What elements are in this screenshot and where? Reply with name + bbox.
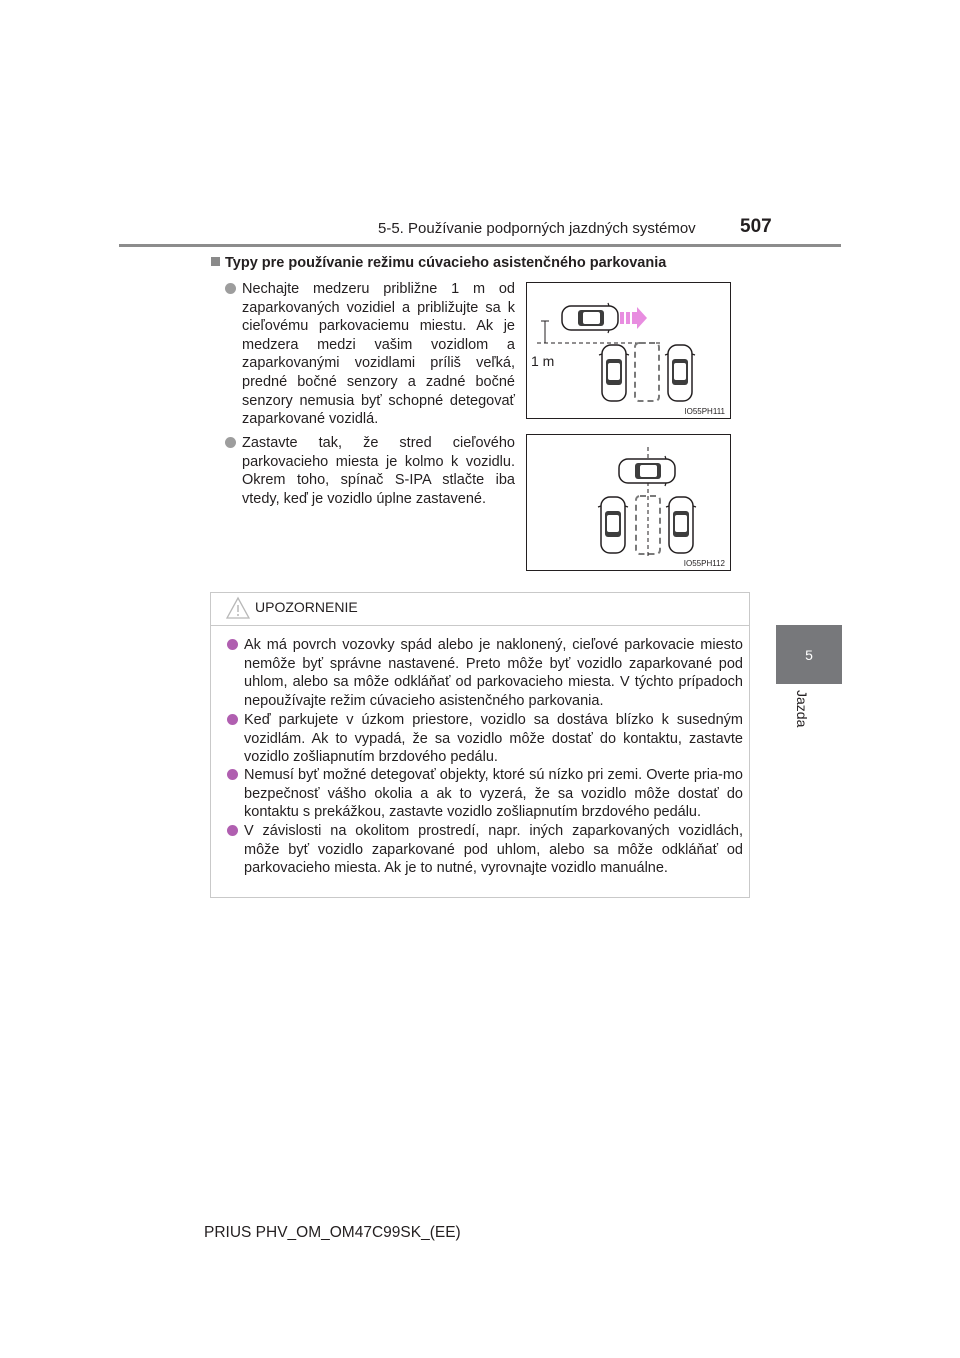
bullet-icon bbox=[227, 825, 238, 836]
caution-item-text: Keď parkujete v úzkom priestore, vozidlo sa dostáva blízko k susedným vozidlám. Ak to vypadá, že sa vozidlo môže dostať do kontaktu, zastavte vozidlo zošliapnutím brzdového pedálu. bbox=[244, 712, 743, 766]
section-title bbox=[211, 255, 666, 271]
figure-code: IO55PH112 bbox=[683, 559, 725, 568]
list-item-text: Zastavte tak, že stred cieľového parkovacieho miesta je kolmo k vozidlu. Okrem toho, spínač S-IPA stlačte iba vtedy, keď je vozidlo úplne zastavené. bbox=[242, 435, 515, 507]
page-number: 507 bbox=[740, 216, 772, 237]
list-item-text: Nechajte medzeru približne 1 m od zaparkovaných vozidiel a približujte sa k cieľovému parkovaciemu miestu. Ak je medzera medzi vašim vozidlom a zaparkovanými vozidlami príliš veľká, predné bočné senzory a zadné bočné senzory nemusia byť schopné detegovať zaparkované vozidlá. bbox=[242, 281, 515, 428]
caution-item-text: V závislosti na okolitom prostredí, napr. iných zaparkovaných vozidlách, môže byť vozidlo zaparkované pod uhlom, alebo sa môže odkláňať od parkovacieho miesta. Ak je to nutné, vyrovnajte vozidlo manuálne. bbox=[244, 823, 743, 877]
warning-triangle-icon bbox=[226, 596, 250, 620]
caution-item-text: Ak má povrch vozovky spád alebo je naklonený, cieľové parkovacie miesto nemôže byť správne nastavené. Preto môže byť vozidlo zaparkované pod uhlom, alebo sa môže odkláňať od parkovacieho miesta. V týchto prípadoch nepoužívajte režim cúvacieho asistenčného parkovania. bbox=[244, 637, 743, 709]
list-item bbox=[225, 434, 515, 508]
parking-approach-illustration bbox=[527, 283, 730, 418]
direction-arrow-icon bbox=[620, 307, 647, 329]
caution-item bbox=[227, 711, 743, 767]
list-item bbox=[225, 280, 515, 429]
header-rule bbox=[119, 244, 841, 247]
caution-item bbox=[227, 636, 743, 710]
caution-box bbox=[210, 592, 750, 898]
parking-alignment-illustration bbox=[527, 435, 730, 570]
section-title-text: Typy pre používanie režimu cúvacieho asistenčného parkovania bbox=[225, 255, 667, 271]
caution-item bbox=[227, 822, 743, 878]
chapter-number: 5 bbox=[805, 646, 813, 663]
chapter-label: Jazda bbox=[794, 690, 810, 728]
caution-header bbox=[211, 593, 749, 626]
bullet-icon bbox=[227, 714, 238, 725]
caution-title: UPOZORNENIE bbox=[255, 599, 358, 615]
figure-parking-approach bbox=[526, 282, 731, 419]
caution-item bbox=[227, 766, 743, 822]
chapter-tab[interactable] bbox=[776, 625, 842, 684]
caution-item-text: Nemusí byť možné detegovať objekty, ktoré sú nízko pri zemi. Overte pria-mo bezpečnosť vášho okolia a ak to vyzerá, že sa vozidlo môže dostať do kontaktu s prekážkou, zastavte vozidlo zošliapnutím brzdového pedálu. bbox=[244, 767, 743, 821]
square-bullet-icon bbox=[211, 257, 220, 266]
distance-label: 1 m bbox=[531, 353, 555, 369]
bullet-icon bbox=[227, 769, 238, 780]
figure-parking-alignment bbox=[526, 434, 731, 571]
bullet-icon bbox=[225, 283, 236, 294]
figure-code: IO55PH111 bbox=[684, 407, 725, 416]
running-header: 5-5. Používanie podporných jazdných systémov bbox=[378, 220, 696, 237]
bullet-icon bbox=[227, 639, 238, 650]
footer-doc-code: PRIUS PHV_OM_OM47C99SK_(EE) bbox=[204, 1224, 461, 1241]
bullet-icon bbox=[225, 437, 236, 448]
